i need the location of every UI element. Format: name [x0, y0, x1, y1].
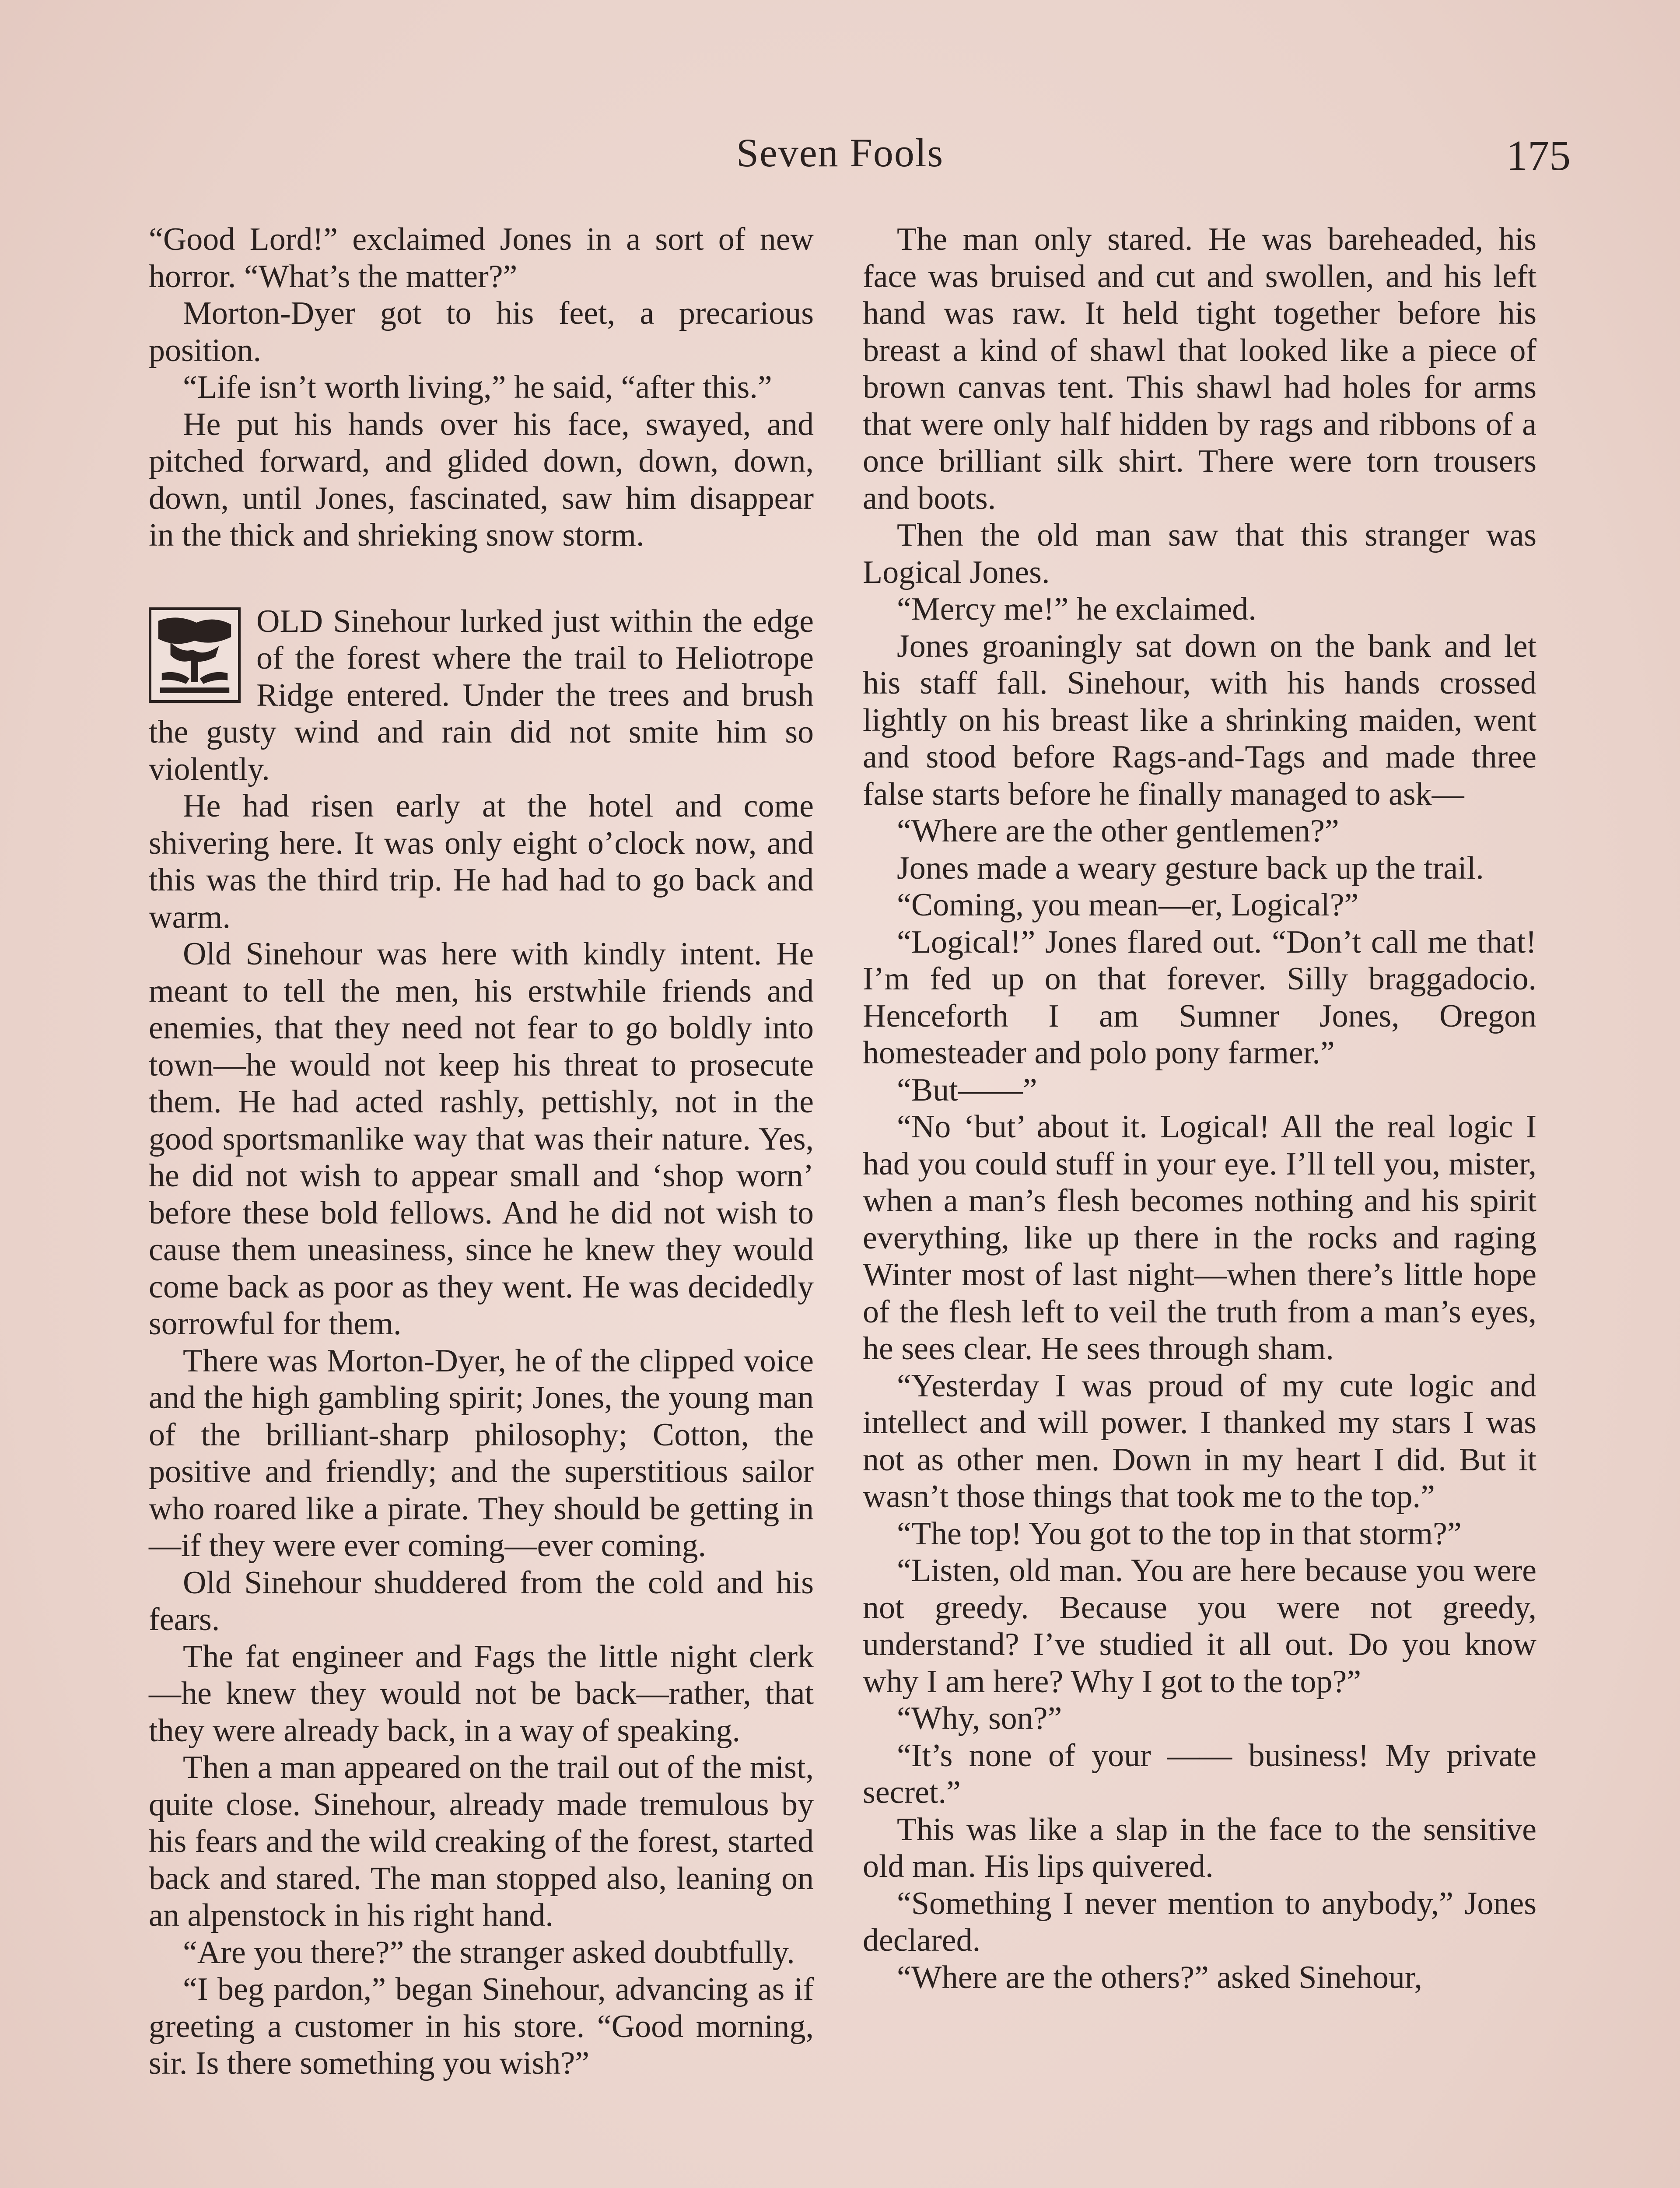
paragraph: “Listen, old man. You are here because you were not greedy. Because you were not greedy, understand? I’ve studied it all out. Do you know why I am here? Why I got to the top?” [863, 1553, 1536, 1700]
paragraph: “Good Lord!” exclaimed Jones in a sort of new horror. “What’s the matter?” [149, 221, 814, 295]
section-opening-paragraph: OLD Sinehour lurked just within the edge of the forest where the trail to Heliotrope Ridge entered. Under the trees and brush the gusty wind and rain did not smite him so violently. [149, 603, 814, 787]
paragraph: “Something I never mention to anybody,” Jones declared. [863, 1885, 1536, 1958]
paragraph: Jones made a weary gesture back up the trail. [897, 850, 1484, 886]
paragraph: The fat engineer and Fags the little night clerk—he knew they would not be back—rather, that they were already back, in a way of speaking. [149, 1638, 814, 1749]
paragraph: “Coming, you mean—er, Logical?” [897, 887, 1359, 923]
page-number: 175 [1506, 132, 1571, 179]
paragraph: “It’s none of your —— business! My private secret.” [863, 1737, 1536, 1810]
paragraph: “Life isn’t worth living,” he said, “after this.” [183, 369, 772, 405]
paragraph: “Where are the others?” asked Sinehour, [897, 1959, 1423, 1995]
paragraph: Old Sinehour was here with kindly intent. He meant to tell the men, his erstwhile friends and enemies, that they need not fear to go boldly into town—he would not keep his threat to prosecute them. He had acted rashly, pettishly, not in the good sportsmanlike way that was their nature. Yes, he did not wish to appear small and ‘shop worn’ before these bold fellows. And he did not wish to cause them uneasiness, since he knew they would come back as poor as they went. He was decidedly sorrowful for them. [149, 936, 814, 1342]
paragraph: Then the old man saw that this stranger was Logical Jones. [863, 517, 1536, 590]
paragraph: “The top! You got to the top in that storm?” [897, 1515, 1462, 1552]
left-column [149, 221, 814, 2082]
paragraph: “But——” [897, 1072, 1037, 1108]
paragraph: Morton-Dyer got to his feet, a precarious position. [149, 295, 814, 368]
right-column [863, 221, 1536, 1996]
decorative-initial-icon [149, 607, 241, 703]
paragraph: Old Sinehour shuddered from the cold and his fears. [149, 1564, 814, 1637]
paragraph: “I beg pardon,” began Sinehour, advancing as if greeting a customer in his store. “Good morning, sir. Is there something you wish?” [149, 1971, 814, 2081]
section-break [149, 554, 814, 603]
paragraph: He put his hands over his face, swayed, and pitched forward, and glided down, down, down, down, until Jones, fascinated, saw him disappear in the thick and shrieking snow storm. [149, 406, 814, 553]
paragraph: “Yesterday I was proud of my cute logic and intellect and will power. I thanked my stars I was not as other men. Down in my heart I did. But it wasn’t those things that took me to the top.” [863, 1368, 1536, 1515]
paragraph: “Why, son?” [897, 1701, 1062, 1736]
paragraph: There was Morton-Dyer, he of the clipped voice and the high gambling spirit; Jones, the young man of the brilliant-sharp philosophy; Cotton, the positive and friendly; and the superstitious sailor who roared like a pirate. They should be getting in—if they were ever coming—ever coming. [149, 1343, 814, 1564]
paragraph: Then a man appeared on the trail out of the mist, quite close. Sinehour, already made tremulous by his fears and the wild creaking of the forest, started back and stared. The man stopped also, leaning on an alpenstock in his right hand. [149, 1750, 814, 1933]
paragraph: “No ‘but’ about it. Logical! All the real logic I had you could stuff in your eye. I’ll tell you, mister, when a man’s flesh becomes nothing and his spirit everything, like up there in the rocks and raging Winter most of last night—when there’s little hope of the flesh left to veil the truth from a man’s eyes, he sees clear. He sees through sham. [863, 1109, 1536, 1367]
running-title: Seven Fools [736, 130, 944, 175]
paragraph: “Are you there?” the stranger asked doubtfully. [183, 1934, 795, 1971]
paragraph: “Where are the other gentlemen?” [897, 813, 1339, 849]
paragraph: “Mercy me!” he exclaimed. [897, 591, 1256, 627]
paragraph: “Logical!” Jones flared out. “Don’t call me that! I’m fed up on that forever. Silly braggadocio. Henceforth I am Sumner Jones, Oregon homesteader and polo pony farmer.” [863, 924, 1536, 1071]
paragraph: The man only stared. He was bareheaded, his face was bruised and cut and swollen, and his left hand was raw. It held tight together before his breast a kind of shawl that looked like a piece of brown canvas tent. This shawl had holes for arms that were only half hidden by rags and ribbons of a once brilliant silk shirt. There were torn trousers and boots. [863, 221, 1536, 516]
paragraph: Jones groaningly sat down on the bank and let his staff fall. Sinehour, with his hands crossed lightly on his breast like a shrinking maiden, went and stood before Rags-and-Tags and made three false starts before he finally managed to ask— [863, 628, 1536, 812]
paragraph: He had risen early at the hotel and come shivering here. It was only eight o’clock now, and this was the third trip. He had had to go back and warm. [149, 788, 814, 935]
paragraph: This was like a slap in the face to the sensitive old man. His lips quivered. [863, 1811, 1536, 1884]
